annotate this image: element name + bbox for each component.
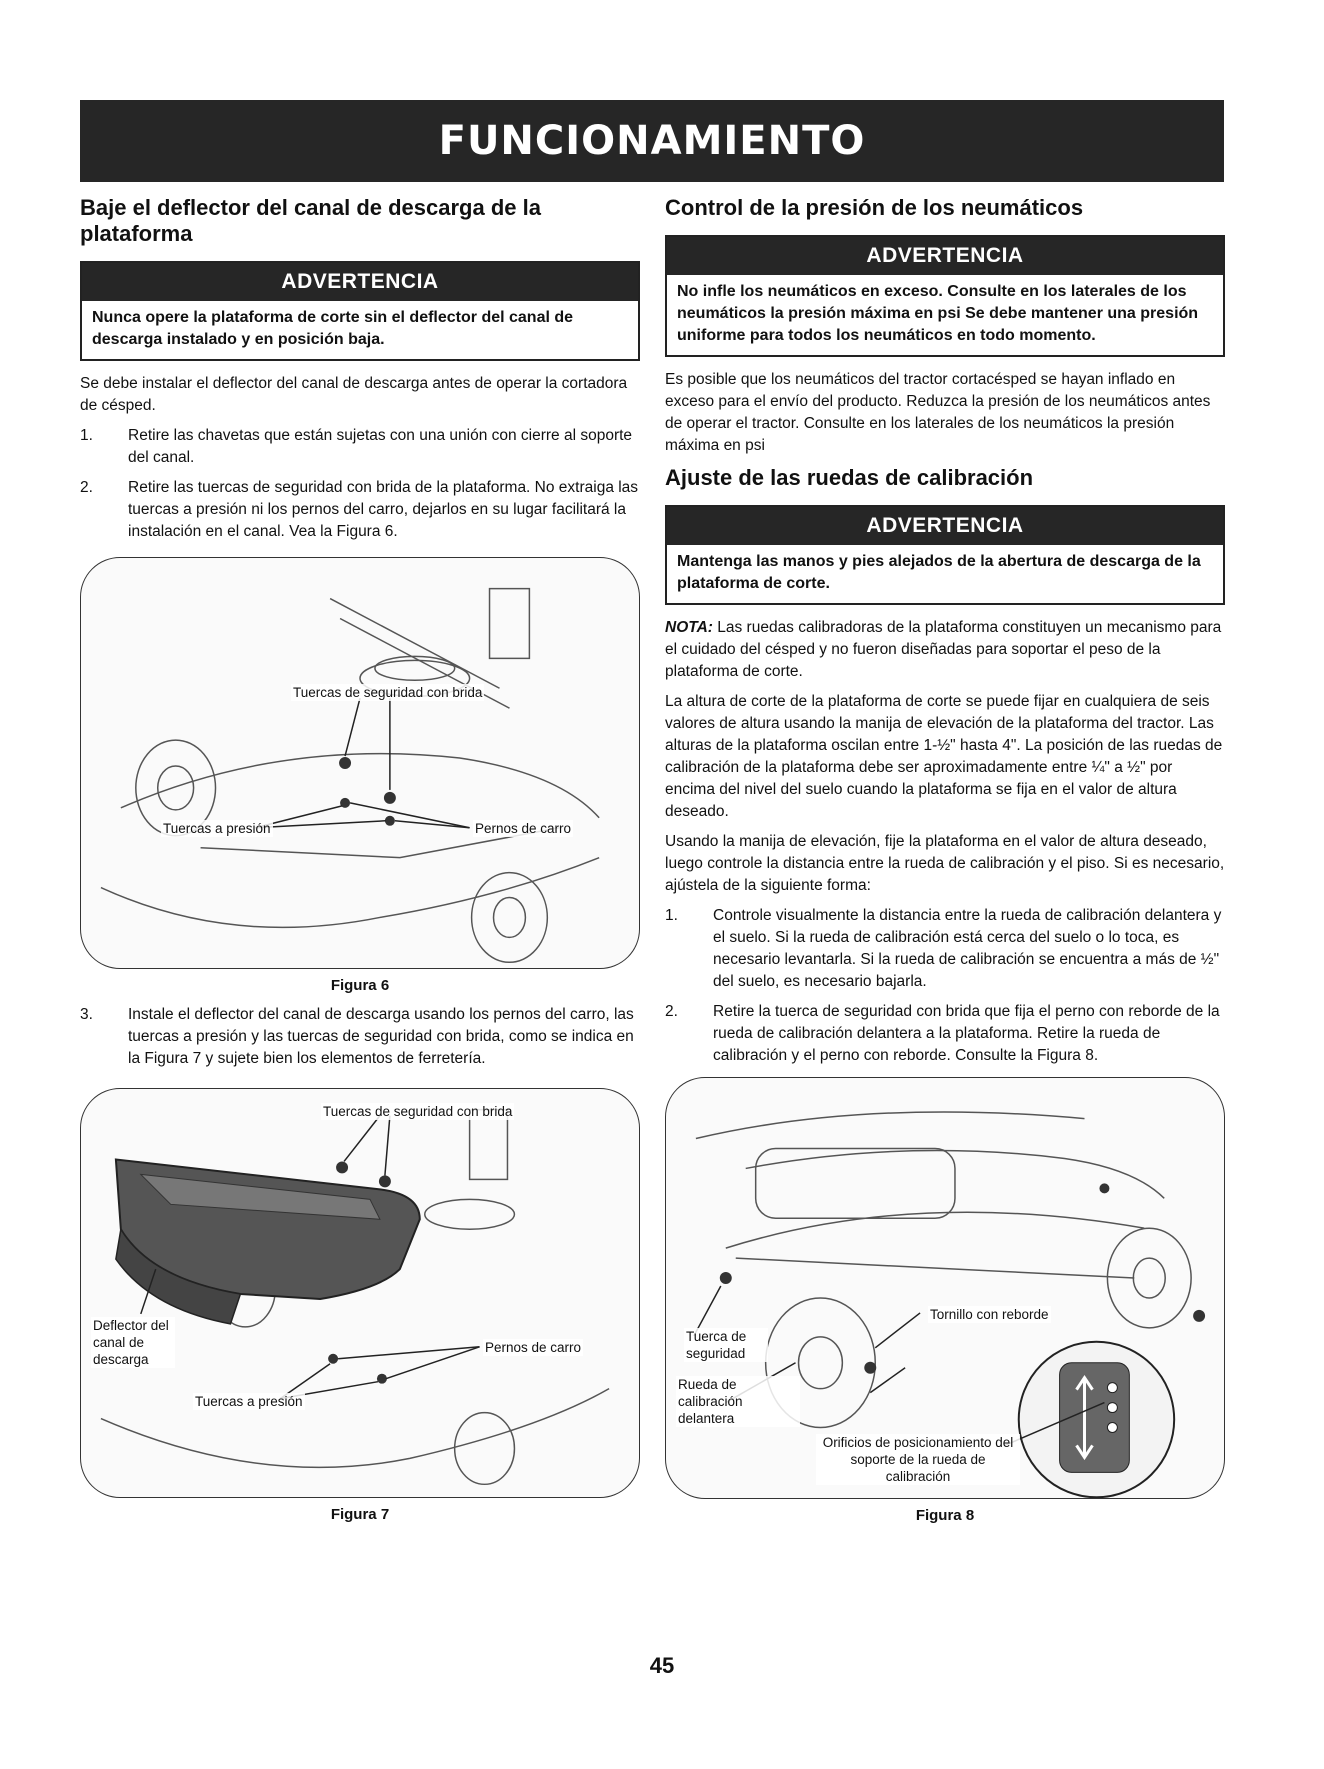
callout-carriage-bolts: Pernos de carro: [485, 1340, 582, 1355]
callout-lock-nut: Tuerca de seguridad: [684, 1328, 768, 1362]
callout-deflector: Deflector del canal de descarga: [91, 1317, 175, 1368]
left-column: [80, 195, 640, 1533]
step-text: Controle visualmente la distancia entre la rueda de calibración delantera y el suelo. Si la rueda de calibración está cerca del suelo o lo toca, es necesario levantarla. Si la rueda de calibración se encuentra a más de ½" del suelo, es necesario bajarla.: [713, 907, 1222, 990]
step-text: Instale el deflector del canal de descarga usando los pernos del carro, las tuercas a presión y las tuercas de seguridad con brida, como se indica en la Figura 7 y sujete bien los elementos de ferretería.: [128, 1006, 634, 1067]
list-item: [665, 905, 1225, 993]
warning-text: Mantenga las manos y pies alejados de la abertura de descarga de la plataforma de corte.: [677, 553, 1201, 592]
note-label: NOTA:: [665, 619, 713, 636]
step-number: 1.: [80, 427, 93, 444]
callout-shoulder-bolt: Tornillo con reborde: [930, 1307, 1049, 1322]
list-item: [665, 1001, 1225, 1067]
callout-press-nuts: Tuercas a presión: [195, 1394, 303, 1409]
warning-box-deflector: [80, 261, 640, 361]
figure-7-caption: Figura 7: [330, 1506, 390, 1523]
gauge-wheel-steps: [665, 905, 1225, 1067]
figure-6: [80, 557, 640, 969]
callout-press-nuts: Tuercas a presión: [163, 821, 271, 836]
list-item: [80, 1004, 640, 1070]
step-text: Retire la tuerca de seguridad con brida que fija el perno con reborde de la rueda de calibración delantera a la plataforma. Retire la rueda de calibración y el perno con reborde. Consulte la Figura 8.: [713, 1003, 1220, 1064]
callout-flange-nuts: Tuercas de seguridad con brida: [293, 685, 483, 700]
deflector-heading: Baje el deflector del canal de descarga de la plataforma: [80, 195, 541, 246]
step-number: 1.: [665, 907, 678, 924]
callout-positioning-holes: Orificios de posicionamiento del soporte de la rueda de calibración: [816, 1434, 1020, 1485]
step-number: 2.: [665, 1003, 678, 1020]
figure-6-caption: Figura 6: [330, 977, 390, 994]
warning-box-discharge: [665, 505, 1225, 605]
figure-7-illustration: [81, 1089, 639, 1497]
section-banner: [80, 100, 1224, 182]
tire-pressure-text: Es posible que los neumáticos del tractor cortacésped se hayan inflado en exceso para el envío del producto. Reduzca la presión de los neumáticos antes de operar el tractor. Consulte en los laterales de los neumáticos la presión máxima en psi: [665, 371, 1211, 454]
warning-title: ADVERTENCIA: [667, 507, 1223, 545]
deflector-step-3: [80, 1004, 640, 1070]
figure-8: [665, 1077, 1225, 1499]
warning-text: Nunca opere la plataforma de corte sin el deflector del canal de descarga instalado y en posición baja.: [92, 309, 574, 348]
section-title: FUNCIONAMIENTO: [438, 118, 866, 164]
figure-6-illustration: [81, 558, 639, 968]
callout-front-wheel: Rueda de calibración delantera: [676, 1376, 800, 1427]
warning-title: ADVERTENCIA: [82, 263, 638, 301]
tire-pressure-heading: Control de la presión de los neumáticos: [665, 195, 1084, 220]
adjust-paragraph: Usando la manija de elevación, fije la plataforma en el valor de altura deseado, luego controle la distancia entre la rueda de calibración y el piso. Si es necesario, ajústela de la siguiente forma:: [665, 833, 1225, 894]
cut-height-paragraph: La altura de corte de la plataforma de corte se puede fijar en cualquiera de seis valores de altura usando la manija de elevación de la plataforma del tractor. Las alturas de la plataforma oscilan entre 1-½" hasta 4". La posición de las ruedas de calibración de la plataforma debe ser aproximadamente entre ¼" a ½" por encima del nivel del suelo cuando la plataforma se fija en el valor de altura deseado.: [665, 693, 1223, 820]
note-text: Las ruedas calibradoras de la plataforma constituyen un mecanismo para el cuidado del césped y no fueron diseñadas para soportar el peso de la plataforma de corte.: [665, 619, 1222, 680]
callout-carriage-bolts: Pernos de carro: [475, 821, 572, 836]
note-paragraph: [665, 617, 1225, 683]
step-number: 2.: [80, 479, 93, 496]
step-text: Retire las tuercas de seguridad con brida de la plataforma. No extraiga las tuercas a presión ni los pernos del carro, dejarlos en su lugar facilitará la instalación en el canal. Vea la Figura 6.: [128, 479, 639, 540]
page-number: 45: [649, 1653, 675, 1678]
warning-box-tires: [665, 235, 1225, 357]
deflector-intro: Se debe instalar el deflector del canal de descarga antes de operar la cortadora de césped.: [80, 375, 628, 414]
callout-flange-nuts: Tuercas de seguridad con brida: [323, 1104, 513, 1119]
step-number: 3.: [80, 1006, 93, 1023]
right-column: [665, 195, 1225, 1534]
step-text: Retire las chavetas que están sujetas con una unión con cierre al soporte del canal.: [128, 427, 633, 466]
warning-title: ADVERTENCIA: [667, 237, 1223, 275]
list-item: [80, 425, 640, 469]
figure-7: [80, 1088, 640, 1498]
deflector-steps: [80, 425, 640, 543]
gauge-wheels-heading: Ajuste de las ruedas de calibración: [665, 465, 1034, 490]
list-item: [80, 477, 640, 543]
warning-text: No infle los neumáticos en exceso. Consulte en los laterales de los neumáticos la presión máxima en psi Se debe mantener una presión uniforme para todos los neumáticos en todo momento.: [677, 283, 1199, 344]
figure-8-caption: Figura 8: [915, 1507, 975, 1524]
